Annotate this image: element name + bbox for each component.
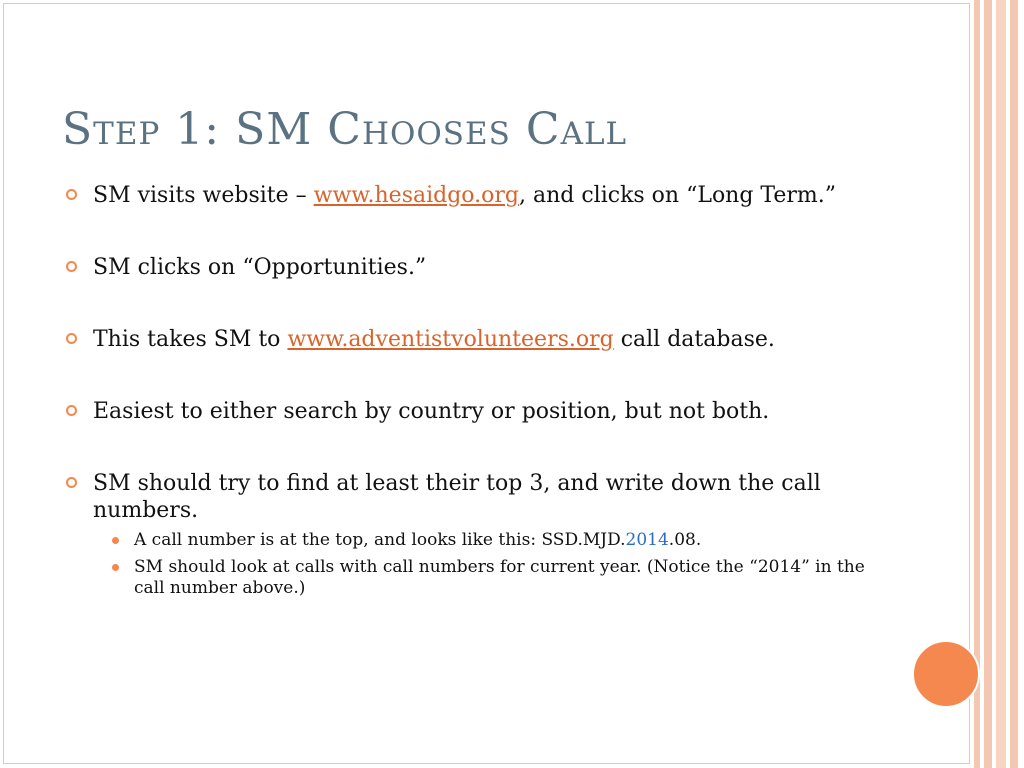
bullet-item [66,326,876,353]
bullet-marker-icon [66,261,77,272]
stripe [996,0,1006,768]
bullet-text: This takes SM to [93,327,288,352]
adventistvolunteers-link[interactable]: www.adventistvolunteers.org [287,327,614,352]
bullet-item [66,398,876,425]
bullet-marker-icon [66,333,77,344]
stripe [974,0,980,768]
sub-bullet-text: A call number is at the top, and looks like this: SSD.MJD. [134,530,626,550]
hesaidgo-link[interactable]: www.hesaidgo.org [313,183,519,208]
bullet-item [66,470,876,599]
bullet-marker-icon [66,189,77,200]
sub-bullet-list [93,530,876,599]
slide-content [66,182,876,605]
sub-bullet-marker-icon [112,564,119,571]
bullet-text: SM clicks on “Opportunities.” [93,255,427,280]
sub-bullet-text: SM should look at calls with call numbers for current year. (Notice the “2014” in the call number above.) [134,557,865,598]
stripe [1010,0,1018,768]
bullet-marker-icon [66,477,77,488]
bullet-text: , and clicks on “Long Term.” [519,183,837,208]
sub-bullet-text: .08. [668,530,702,550]
bullet-item [66,254,876,281]
stripe [984,0,992,768]
decorative-circle [912,640,980,708]
sub-bullet-item [93,557,876,599]
sub-bullet-marker-icon [112,537,119,544]
year-highlight: 2014 [625,530,669,550]
decorative-stripes [974,0,1024,768]
bullet-text: SM visits website – [93,183,314,208]
bullet-text: Easiest to either search by country or position, but not both. [93,399,770,424]
bullet-text: SM should try to find at least their top 3, and write down the call numbers. [93,471,821,523]
sub-bullet-item [93,530,876,551]
bullet-text: call database. [613,327,775,352]
bullet-item [66,182,876,209]
bullet-marker-icon [66,405,77,416]
slide-title: Step 1: SM Chooses Call [62,104,628,155]
